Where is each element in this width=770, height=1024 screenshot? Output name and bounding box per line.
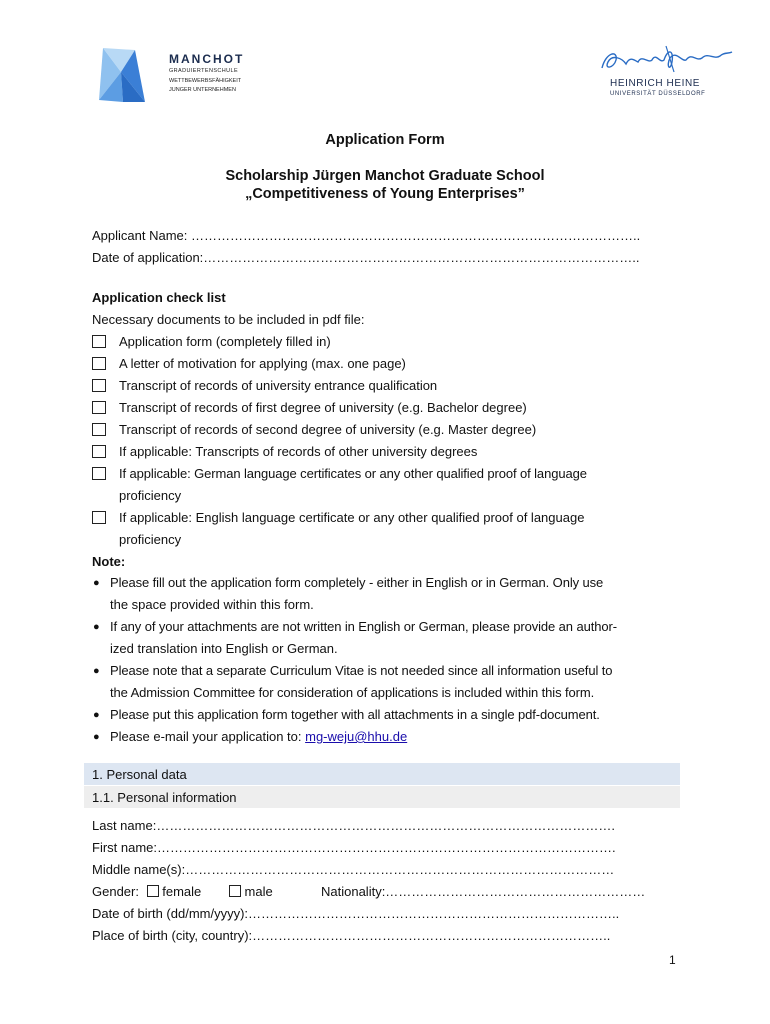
note-text: Please e-mail your application to:: [110, 729, 306, 744]
checklist-item: Transcript of records of second degree of university (e.g. Master degree): [119, 422, 537, 437]
manchot-line1: WETTBEWERBSFÄHIGKEIT: [169, 78, 242, 84]
hhu-university: UNIVERSITÄT DÜSSELDORF: [610, 91, 706, 97]
note-text: If any of your attachments are not written in English or German, please provide an author-: [110, 619, 617, 634]
male-checkbox[interactable]: [229, 885, 241, 897]
checklist-item: A letter of motivation for applying (max. one page): [119, 356, 406, 371]
manchot-line2: JUNGER UNTERNEHMEN: [169, 87, 236, 93]
note-text: Please note that a separate Curriculum Vitae is not needed since all information useful to: [110, 663, 613, 678]
nationality-field[interactable]: Nationality:……………………………………………………: [321, 884, 646, 899]
bullet-icon: ●: [93, 731, 100, 743]
last-name-field[interactable]: Last name:…………………………………………………………………………………………….: [92, 818, 615, 833]
checklist-item: If applicable: Transcripts of records of other university degrees: [119, 444, 478, 459]
note-text: Please put this application form together with all attachments in a single pdf-document.: [110, 707, 600, 722]
hhu-name: HEINRICH HEINE: [610, 78, 701, 89]
checkbox-other-degrees[interactable]: [92, 445, 106, 458]
section-personal-info-label: 1.1. Personal information: [92, 790, 237, 805]
note-heading: Note:: [92, 554, 126, 569]
section-personal-data: [84, 763, 680, 785]
bullet-icon: ●: [93, 621, 100, 633]
female-label: female: [162, 884, 202, 899]
note-text: Please fill out the application form completely - either in English or in German. Only use: [110, 575, 604, 590]
middle-name-field[interactable]: Middle name(s):………………………………………………………………………………………: [92, 862, 615, 877]
section-personal-data-label: 1. Personal data: [92, 767, 187, 782]
note-text: ized translation into English or German.: [110, 641, 338, 656]
checkbox-english-certificate[interactable]: [92, 511, 106, 524]
form-subtitle-topic: „Competitiveness of Young Enterprises”: [245, 186, 525, 202]
checklist-item: Application form (completely filled in): [119, 334, 331, 349]
bullet-icon: ●: [93, 709, 100, 721]
checklist-item: If applicable: German language certificates or any other qualified proof of language: [119, 466, 587, 481]
checklist-item: Transcript of records of first degree of university (e.g. Bachelor degree): [119, 400, 527, 415]
note-email-line: [110, 729, 407, 744]
checkbox-entrance-transcript[interactable]: [92, 379, 106, 392]
checkbox-second-degree[interactable]: [92, 423, 106, 436]
section-personal-info: [84, 786, 680, 808]
bullet-icon: ●: [93, 665, 100, 677]
bullet-icon: ●: [93, 577, 100, 589]
checklist-item-continuation: proficiency: [119, 532, 182, 547]
applicant-name-field[interactable]: Applicant Name: …………………………………………………………………………………………..: [92, 228, 641, 243]
signature-icon: [596, 42, 736, 76]
form-subtitle-school: Scholarship Jürgen Manchot Graduate School: [225, 168, 545, 184]
manchot-subtitle: GRADUIERTENSCHULE: [169, 68, 239, 74]
note-text: the space provided within this form.: [110, 597, 314, 612]
email-link[interactable]: mg-weju@hhu.de: [305, 729, 408, 744]
first-name-field[interactable]: First name:…………………………………………………………………………………………….: [92, 840, 616, 855]
checklist-heading: Application check list: [92, 290, 226, 305]
checkbox-application-form[interactable]: [92, 335, 106, 348]
male-label: male: [244, 884, 273, 899]
checklist-item-continuation: proficiency: [119, 488, 182, 503]
date-application-field[interactable]: Date of application:………………………………………………………………………………………..: [92, 250, 640, 265]
manchot-emblem-icon: [93, 44, 163, 104]
pob-field[interactable]: Place of birth (city, country):………………………………………………………………………..: [92, 928, 611, 943]
dob-field[interactable]: Date of birth (dd/mm/yyyy):…………………………………………………………………………..: [92, 906, 620, 921]
page-number: 1: [669, 953, 676, 967]
manchot-logo: [93, 44, 253, 104]
manchot-title: MANCHOT: [169, 52, 245, 66]
gender-label: Gender:: [92, 884, 139, 899]
gender-row: [92, 884, 273, 899]
checkbox-first-degree[interactable]: [92, 401, 106, 414]
checklist-item: Transcript of records of university entrance qualification: [119, 378, 438, 393]
hhu-logo: [596, 42, 736, 102]
form-title: Application Form: [325, 132, 445, 148]
checklist-intro: Necessary documents to be included in pdf file:: [92, 312, 365, 327]
female-checkbox[interactable]: [147, 885, 159, 897]
note-text: the Admission Committee for consideration of applications is included within this form.: [110, 685, 595, 700]
checkbox-german-certificate[interactable]: [92, 467, 106, 480]
checkbox-motivation-letter[interactable]: [92, 357, 106, 370]
checklist-item: If applicable: English language certificate or any other qualified proof of language: [119, 510, 585, 525]
